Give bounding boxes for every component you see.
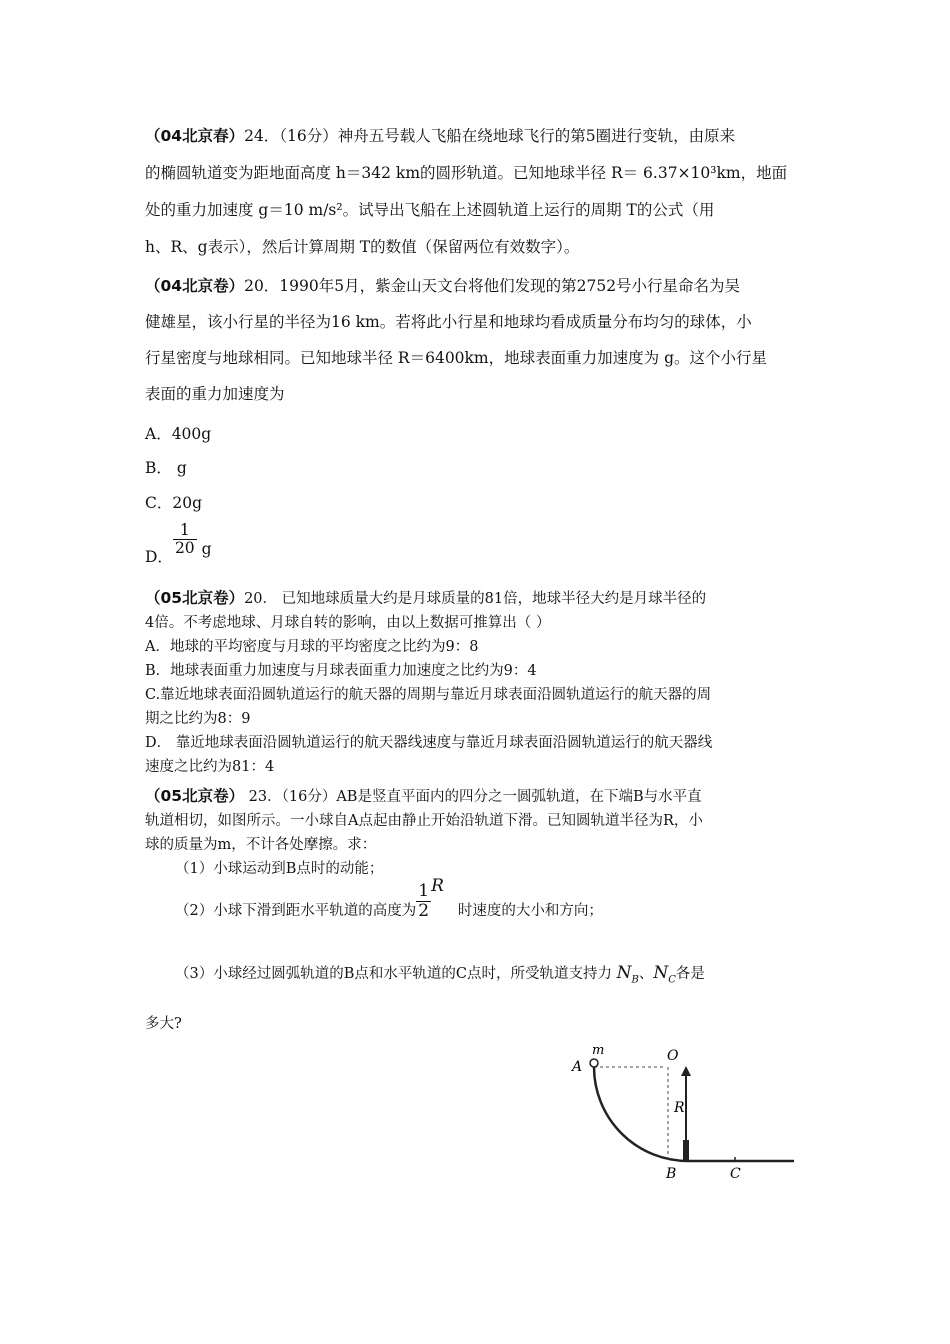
question-05-beijing-23: [145, 784, 807, 881]
label-m: m: [592, 1043, 605, 1058]
q1-line2: 的椭圆轨道变为距地面高度 h＝342 km的圆形轨道。已知地球半径 R＝ 6.37×10³km，地面: [145, 164, 788, 182]
q4-sub2: （2）小球下滑到距水平轨道的高度为 $\frac{1}{2}$ R时速度的大小和方向；: [175, 876, 603, 921]
q2-option-a: A．400g: [145, 425, 212, 443]
label-c: C: [730, 1166, 741, 1180]
normal-force-c: $N_C$: [653, 963, 676, 986]
label-o: O: [667, 1048, 679, 1064]
q4-line1: （05北京卷） 23．（16分）AB是竖直平面内的四分之一圆弧轨道，在下端B与水平直: [145, 787, 702, 805]
q3-line1: （05北京卷）20． 已知地球质量大约是月球质量的81倍，地球半径大约是月球半径的: [145, 589, 707, 607]
label-a: A: [572, 1059, 583, 1075]
q4-sub3-cont: 多大?: [145, 1016, 182, 1032]
q1-line4: h、R、g表示），然后计算周期 T的数值（保留两位有效数字）。: [145, 238, 580, 256]
q2-option-c: C．20g: [145, 494, 203, 512]
q3-option-a: A．地球的平均密度与月球的平均密度之比约为9：8: [145, 639, 479, 655]
radius-base: [683, 1140, 689, 1161]
question-05-beijing-20: [145, 586, 807, 779]
q4-line2: 轨道相切，如图所示。一小球自A点起由静止开始沿轨道下滑。已知圆轨道半径为R，小: [145, 813, 703, 829]
label-b: B: [666, 1166, 677, 1180]
q3-tag: （05北京卷）: [145, 589, 245, 607]
q3-option-c-line2: 期之比约为8：9: [145, 711, 251, 727]
q2-line2: 健雄星，该小行星的半径为16 km。若将此小行星和地球均看成质量分布均匀的球体，小: [145, 313, 752, 331]
q3-option-c-line1: C.靠近地球表面沿圆轨道运行的航天器的周期与靠近月球表面沿圆轨道运行的航天器的周: [145, 687, 712, 703]
question-04-beijing-20: [145, 268, 807, 412]
fraction-one-twentieth: $\frac{1}{20}$: [174, 521, 195, 558]
q4-tag: （05北京卷）: [145, 787, 245, 805]
q4-sub3: （3）小球经过圆弧轨道的B点和水平轨道的C点时，所受轨道支持力 $N_B$、$N_C$各是: [175, 963, 705, 986]
ball: [590, 1059, 598, 1067]
radius-arrowhead: [681, 1066, 691, 1076]
q1-line1: （04北京春）24．（16分）神舟五号载人飞船在绕地球飞行的第5圈进行变轨，由原来: [145, 127, 736, 145]
q3-option-d-line2: 速度之比约为81：4: [145, 759, 275, 775]
q1-tag: （04北京春）: [145, 127, 245, 145]
normal-force-b: $N_B$: [616, 963, 639, 986]
q3-option-b: B．地球表面重力加速度与月球表面重力加速度之比约为9：4: [145, 663, 537, 679]
q2-line3: 行星密度与地球相同。已知地球半径 R＝6400km，地球表面重力加速度为 g。这个小行星: [145, 349, 767, 367]
fraction-one-half: $\frac{1}{2}$: [418, 881, 430, 921]
q2-option-d: D． $\frac{1}{20}$ g: [145, 521, 212, 567]
q3-line2: 4倍。不考虑地球、月球自转的影响，由以上数据可推算出（ ）: [145, 615, 551, 631]
q4-sub1: （1）小球运动到B点时的动能；: [175, 861, 384, 877]
label-r: R: [674, 1100, 685, 1116]
q1-line3: 处的重力加速度 g＝10 m/s²。试导出飞船在上述圆轨道上运行的周期 T的公式（用: [145, 201, 715, 219]
q2-line4: 表面的重力加速度为: [145, 385, 285, 403]
q4-line3: 球的质量为m，不计各处摩擦。求：: [145, 837, 377, 853]
q3-option-d-line1: D． 靠近地球表面沿圆轨道运行的航天器线速度与靠近月球表面沿圆轨道运行的航天器线: [145, 735, 713, 751]
q2-tag: （04北京卷）: [145, 277, 245, 295]
q2-line1: （04北京卷）20．1990年5月，紫金山天文台将他们发现的第2752号小行星命名为吴: [145, 277, 741, 295]
question-04-beijing-spring: [145, 118, 807, 266]
q2-option-b: B． g: [145, 459, 187, 477]
quarter-circle-track-figure: [570, 1040, 810, 1180]
